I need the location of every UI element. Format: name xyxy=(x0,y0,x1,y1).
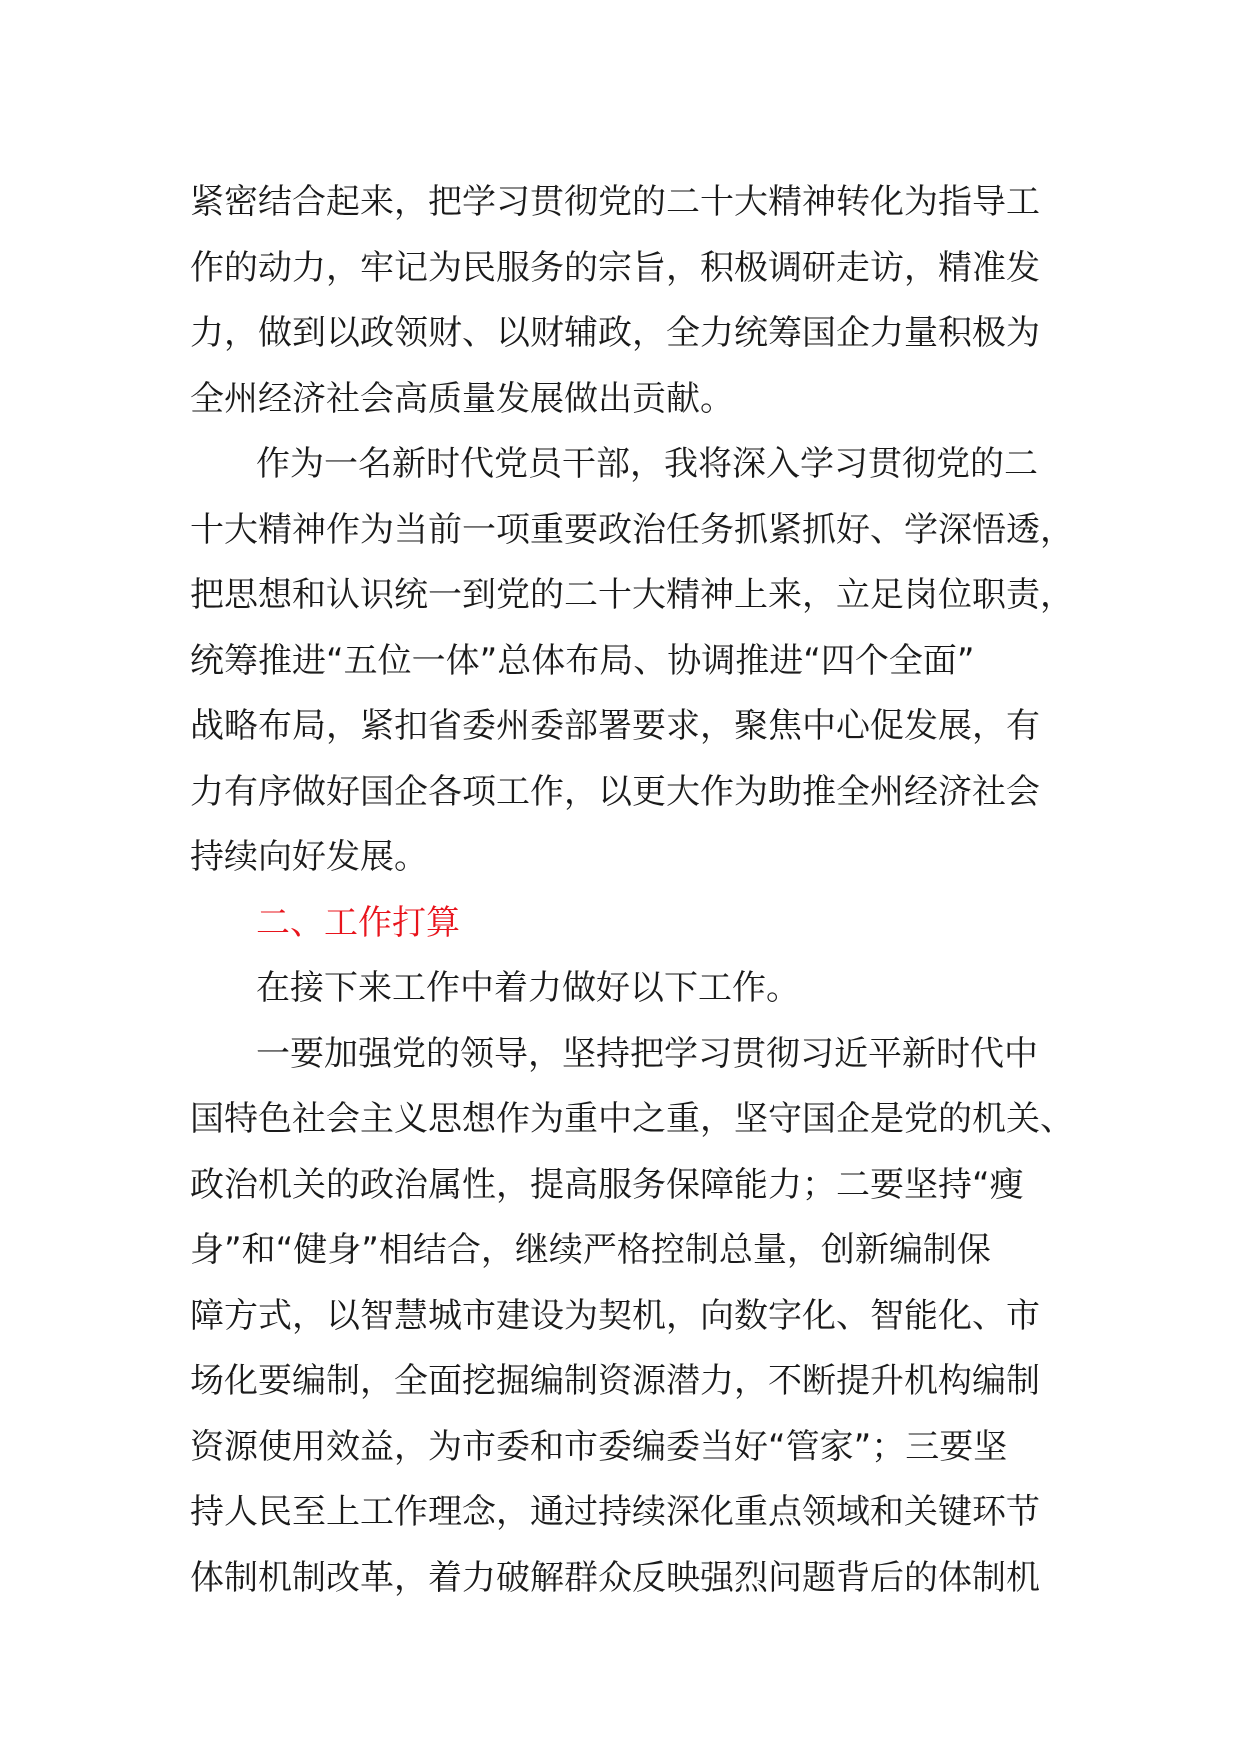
text-line: 统筹推进“五位一体”总体布局、协调推进“四个全面” xyxy=(190,640,975,681)
text-line: 在接下来工作中着力做好以下工作。 xyxy=(256,968,800,1008)
document-body xyxy=(190,170,1074,1611)
text-line: 把思想和认识统一到党的二十大精神上来，立足岗位职责， xyxy=(190,575,1074,615)
section-heading: 二、工作打算 xyxy=(256,902,460,943)
text-line: 全州经济社会高质量发展做出贡献。 xyxy=(190,378,734,419)
text-line: 身”和“健身”相结合，继续严格控制总量，创新编制保 xyxy=(190,1230,991,1270)
text-line: 战略布局，紧扣省委州委部署要求，聚焦中心促发展，有 xyxy=(190,706,1040,746)
text-line: 政治机关的政治属性，提高服务保障能力；二要坚持“瘦 xyxy=(190,1164,1024,1205)
text-line: 障方式，以智慧城市建设为契机，向数字化、智能化、市 xyxy=(190,1295,1040,1336)
text-line: 十大精神作为当前一项重要政治任务抓紧抓好、学深悟透， xyxy=(190,509,1074,550)
text-line: 力，做到以政领财、以财辅政，全力统筹国企力量积极为 xyxy=(190,313,1040,353)
text-line: 作的动力，牢记为民服务的宗旨，积极调研走访，精准发 xyxy=(190,247,1040,288)
text-line: 持人民至上工作理念，通过持续深化重点领域和关键环节 xyxy=(190,1492,1040,1532)
text-line: 作为一名新时代党员干部，我将深入学习贯彻党的二 xyxy=(256,444,1038,484)
text-line: 持续向好发展。 xyxy=(190,837,428,877)
text-line: 国特色社会主义思想作为重中之重，坚守国企是党的机关、 xyxy=(190,1099,1074,1139)
text-line: 力有序做好国企各项工作，以更大作为助推全州经济社会 xyxy=(190,771,1040,812)
text-line: 资源使用效益，为市委和市委编委当好“管家”；三要坚 xyxy=(190,1426,1008,1467)
text-line: 紧密结合起来，把学习贯彻党的二十大精神转化为指导工 xyxy=(190,182,1040,222)
text-line: 一要加强党的领导，坚持把学习贯彻习近平新时代中 xyxy=(256,1033,1038,1074)
text-line: 体制机制改革，着力破解群众反映强烈问题背后的体制机 xyxy=(190,1557,1040,1598)
text-line: 场化要编制，全面挖掘编制资源潜力，不断提升机构编制 xyxy=(190,1361,1040,1401)
